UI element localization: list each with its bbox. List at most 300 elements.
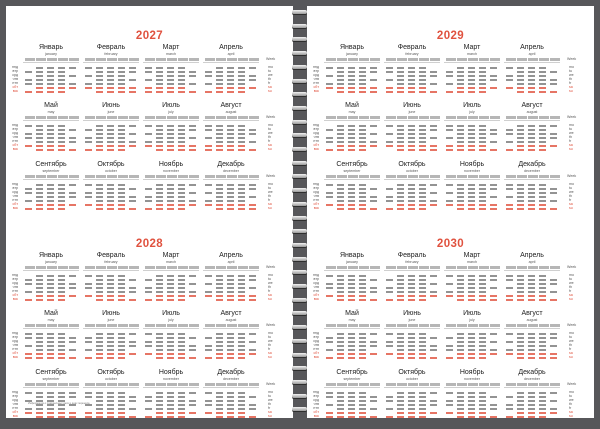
date-mark xyxy=(457,137,464,139)
week-numbers-row xyxy=(444,383,500,388)
date-mark xyxy=(47,133,54,135)
month-name-en: march xyxy=(467,260,477,264)
date-mark xyxy=(36,67,43,69)
week-number-mark xyxy=(506,266,516,269)
date-mark xyxy=(178,353,185,355)
date-mark xyxy=(397,83,404,85)
week-number-mark xyxy=(539,58,549,61)
date-mark xyxy=(249,396,256,398)
date-mark xyxy=(167,75,174,77)
spiral-ring xyxy=(292,394,307,398)
date-mark xyxy=(337,91,344,93)
date-mark xyxy=(337,87,344,89)
month-name-en: july xyxy=(168,110,174,114)
week-numbers-row xyxy=(384,58,440,63)
date-mark xyxy=(167,408,174,410)
date-mark xyxy=(550,71,557,73)
date-mark xyxy=(326,192,333,194)
month-block xyxy=(383,102,441,162)
date-mark xyxy=(386,87,393,89)
date-mark xyxy=(397,349,404,351)
date-mark xyxy=(348,91,355,93)
month-block xyxy=(202,369,260,429)
week-number-mark xyxy=(85,266,95,269)
date-mark xyxy=(238,184,245,186)
date-mark xyxy=(216,79,223,81)
date-mark xyxy=(85,412,92,414)
week-number-mark xyxy=(96,266,106,269)
date-mark xyxy=(189,357,196,359)
date-mark xyxy=(408,137,415,139)
date-mark xyxy=(468,408,475,410)
date-mark xyxy=(348,291,355,293)
date-mark xyxy=(326,341,333,343)
date-mark xyxy=(490,133,497,135)
date-mark xyxy=(457,404,464,406)
week-numbers-row xyxy=(203,116,259,121)
date-mark xyxy=(479,400,486,402)
date-mark xyxy=(430,345,437,347)
week-numbers-row xyxy=(23,324,79,329)
date-mark xyxy=(118,129,125,131)
date-mark xyxy=(227,125,234,127)
date-mark xyxy=(419,87,426,89)
week-number-mark xyxy=(107,175,117,178)
date-mark xyxy=(397,75,404,77)
date-mark xyxy=(238,204,245,206)
date-mark xyxy=(58,349,65,351)
date-mark xyxy=(539,396,546,398)
date-mark xyxy=(457,133,464,135)
date-mark xyxy=(397,416,404,418)
date-mark xyxy=(550,188,557,190)
month-name: Апрель xyxy=(520,44,544,51)
date-mark xyxy=(85,283,92,285)
date-mark xyxy=(249,149,256,151)
date-mark xyxy=(348,408,355,410)
date-mark xyxy=(238,196,245,198)
date-mark xyxy=(326,412,333,414)
date-mark xyxy=(96,79,103,81)
date-mark xyxy=(216,137,223,139)
date-mark xyxy=(359,412,366,414)
date-mark xyxy=(96,291,103,293)
week-number-mark xyxy=(397,58,407,61)
week-number-mark xyxy=(386,266,396,269)
week-number-mark xyxy=(178,324,188,327)
weekday-label-en: we xyxy=(569,281,574,285)
month-block xyxy=(443,161,501,221)
date-mark xyxy=(370,91,377,93)
date-mark xyxy=(156,279,163,281)
date-mark xyxy=(419,133,426,135)
date-mark xyxy=(397,408,404,410)
date-mark xyxy=(36,87,43,89)
date-mark xyxy=(25,192,32,194)
date-mark xyxy=(145,91,152,93)
date-mark xyxy=(85,75,92,77)
day-row xyxy=(23,356,79,360)
month-name: Июль xyxy=(162,102,180,109)
date-mark xyxy=(490,208,497,210)
date-mark xyxy=(457,392,464,394)
date-mark xyxy=(386,353,393,355)
month-name-en: october xyxy=(105,377,117,381)
date-mark xyxy=(227,145,234,147)
date-mark xyxy=(216,125,223,127)
weekday-label: чтв xyxy=(313,285,319,289)
week-number-mark xyxy=(107,383,117,386)
date-mark xyxy=(528,184,535,186)
date-mark xyxy=(156,192,163,194)
week-numbers-row xyxy=(143,175,199,180)
week-number-mark xyxy=(156,383,166,386)
date-mark xyxy=(216,91,223,93)
week-number-mark xyxy=(528,175,538,178)
week-number-mark xyxy=(359,58,369,61)
date-mark xyxy=(238,396,245,398)
week-number-mark xyxy=(96,116,106,119)
date-mark xyxy=(539,357,546,359)
day-row xyxy=(504,148,560,152)
week-number-mark xyxy=(457,324,467,327)
week-number-mark xyxy=(490,266,500,269)
month-block xyxy=(142,102,200,162)
weekday-label: сбт xyxy=(313,143,319,147)
date-mark xyxy=(47,125,54,127)
weekday-label-en: we xyxy=(569,398,574,402)
date-mark xyxy=(107,192,114,194)
date-mark xyxy=(238,299,245,301)
date-mark xyxy=(457,79,464,81)
month-name: Июль xyxy=(463,310,481,317)
week-number-mark xyxy=(238,324,248,327)
weekday-label-en: tu xyxy=(268,394,271,398)
date-mark xyxy=(446,125,453,127)
date-mark xyxy=(216,416,223,418)
weekday-label-en: th xyxy=(268,285,271,289)
week-label: Week xyxy=(567,174,577,178)
date-mark xyxy=(25,345,32,347)
week-number-mark xyxy=(550,175,560,178)
date-mark xyxy=(227,412,234,414)
date-mark xyxy=(129,345,136,347)
date-mark xyxy=(348,184,355,186)
date-mark xyxy=(178,357,185,359)
week-numbers-row xyxy=(504,266,560,271)
date-mark xyxy=(249,208,256,210)
week-number-mark xyxy=(85,175,95,178)
month-name: Март xyxy=(162,44,180,51)
date-mark xyxy=(205,83,212,85)
date-mark xyxy=(468,295,475,297)
date-mark xyxy=(216,200,223,202)
date-mark xyxy=(550,83,557,85)
month-name-en: may xyxy=(348,110,356,114)
date-mark xyxy=(205,345,212,347)
date-mark xyxy=(408,333,415,335)
date-mark xyxy=(550,192,557,194)
date-mark xyxy=(348,208,355,210)
date-mark xyxy=(457,349,464,351)
date-mark xyxy=(408,192,415,194)
date-mark xyxy=(107,357,114,359)
date-mark xyxy=(457,91,464,93)
week-number-mark xyxy=(156,116,166,119)
date-mark xyxy=(58,204,65,206)
month-name: Ноябрь xyxy=(459,161,485,168)
date-mark xyxy=(528,196,535,198)
date-mark xyxy=(216,357,223,359)
week-number-mark xyxy=(47,58,57,61)
date-mark xyxy=(337,275,344,277)
date-mark xyxy=(25,188,32,190)
date-mark xyxy=(58,392,65,394)
date-mark xyxy=(430,412,437,414)
date-mark xyxy=(348,283,355,285)
week-numbers-row xyxy=(83,383,139,388)
spiral-ring xyxy=(292,174,307,178)
date-mark xyxy=(348,87,355,89)
week-label: Week xyxy=(567,265,577,269)
date-mark xyxy=(419,91,426,93)
date-mark xyxy=(539,192,546,194)
week-number-mark xyxy=(47,116,57,119)
date-mark xyxy=(359,196,366,198)
week-numbers-row xyxy=(203,58,259,63)
date-mark xyxy=(337,67,344,69)
weekday-label-en: mo xyxy=(268,390,273,394)
month-name-en: august xyxy=(225,318,237,322)
date-mark xyxy=(107,392,114,394)
week-number-mark xyxy=(178,116,188,119)
date-mark xyxy=(107,67,114,69)
date-mark xyxy=(216,412,223,414)
week-number-mark xyxy=(47,266,57,269)
year-heading: 2027 xyxy=(135,30,164,42)
date-mark xyxy=(430,291,437,293)
date-mark xyxy=(528,396,535,398)
date-mark xyxy=(96,357,103,359)
weekday-label-en: su xyxy=(268,414,272,418)
week-number-mark xyxy=(397,324,407,327)
week-number-mark xyxy=(550,266,560,269)
date-mark xyxy=(96,341,103,343)
week-number-mark xyxy=(118,175,128,178)
date-mark xyxy=(517,188,524,190)
week-number-mark xyxy=(25,383,35,386)
date-mark xyxy=(167,416,174,418)
date-mark xyxy=(238,345,245,347)
date-mark xyxy=(47,396,54,398)
date-mark xyxy=(25,83,32,85)
date-mark xyxy=(156,141,163,143)
date-mark xyxy=(528,125,535,127)
date-mark xyxy=(118,291,125,293)
date-mark xyxy=(457,188,464,190)
date-mark xyxy=(457,396,464,398)
date-mark xyxy=(58,412,65,414)
date-mark xyxy=(348,337,355,339)
date-mark xyxy=(337,412,344,414)
month-name-en: may xyxy=(348,318,356,322)
date-mark xyxy=(58,357,65,359)
date-mark xyxy=(539,408,546,410)
date-mark xyxy=(539,67,546,69)
week-number-mark xyxy=(408,266,418,269)
day-row xyxy=(203,298,259,302)
date-mark xyxy=(238,295,245,297)
date-mark xyxy=(359,295,366,297)
date-mark xyxy=(167,291,174,293)
date-mark xyxy=(107,188,114,190)
date-mark xyxy=(517,67,524,69)
date-mark xyxy=(58,275,65,277)
month-block xyxy=(202,102,260,162)
weekday-label-en: mo xyxy=(268,273,273,277)
week-number-mark xyxy=(457,58,467,61)
date-mark xyxy=(58,192,65,194)
week-label: Week xyxy=(266,174,276,178)
date-mark xyxy=(457,275,464,277)
date-mark xyxy=(506,396,513,398)
spiral-ring xyxy=(292,133,307,137)
date-mark xyxy=(397,333,404,335)
week-number-mark xyxy=(189,58,199,61)
weekday-label: сбт xyxy=(12,202,18,206)
week-number-mark xyxy=(36,175,46,178)
date-mark xyxy=(145,125,152,127)
date-mark xyxy=(96,392,103,394)
weekday-label: вск xyxy=(12,355,18,359)
date-mark xyxy=(419,353,426,355)
month-block xyxy=(82,44,140,104)
date-mark xyxy=(47,188,54,190)
week-number-mark xyxy=(348,383,358,386)
date-mark xyxy=(539,91,546,93)
month-name-en: september xyxy=(343,169,361,173)
week-numbers-row xyxy=(384,116,440,121)
date-mark xyxy=(468,349,475,351)
spiral-ring xyxy=(292,65,307,69)
day-row xyxy=(324,207,380,211)
date-mark xyxy=(178,341,185,343)
date-mark xyxy=(238,145,245,147)
week-number-mark xyxy=(189,266,199,269)
week-number-mark xyxy=(58,116,68,119)
date-mark xyxy=(227,392,234,394)
date-mark xyxy=(216,188,223,190)
date-mark xyxy=(25,357,32,359)
date-mark xyxy=(25,412,32,414)
date-mark xyxy=(359,299,366,301)
date-mark xyxy=(528,71,535,73)
date-mark xyxy=(468,337,475,339)
date-mark xyxy=(216,295,223,297)
date-mark xyxy=(227,299,234,301)
date-mark xyxy=(539,125,546,127)
week-number-mark xyxy=(326,324,336,327)
date-mark xyxy=(506,196,513,198)
date-mark xyxy=(156,149,163,151)
date-mark xyxy=(189,295,196,297)
date-mark xyxy=(118,196,125,198)
date-mark xyxy=(58,333,65,335)
month-block xyxy=(503,252,561,312)
week-number-mark xyxy=(36,324,46,327)
date-mark xyxy=(479,341,486,343)
date-mark xyxy=(36,396,43,398)
month-name: Август xyxy=(521,102,543,109)
date-mark xyxy=(205,412,212,414)
date-mark xyxy=(408,392,415,394)
date-mark xyxy=(370,200,377,202)
weekday-label-en: sa xyxy=(268,202,272,206)
date-mark xyxy=(36,283,43,285)
week-number-mark xyxy=(419,383,429,386)
week-number-mark xyxy=(205,116,215,119)
date-mark xyxy=(178,299,185,301)
date-mark xyxy=(69,192,76,194)
date-mark xyxy=(468,396,475,398)
date-mark xyxy=(490,275,497,277)
date-mark xyxy=(337,192,344,194)
date-mark xyxy=(238,412,245,414)
date-mark xyxy=(386,299,393,301)
date-mark xyxy=(205,275,212,277)
date-mark xyxy=(205,291,212,293)
date-mark xyxy=(36,412,43,414)
date-mark xyxy=(468,333,475,335)
date-mark xyxy=(348,341,355,343)
date-mark xyxy=(145,196,152,198)
date-mark xyxy=(96,75,103,77)
month-name: Август xyxy=(220,310,242,317)
date-mark xyxy=(386,196,393,198)
week-number-mark xyxy=(249,175,259,178)
week-number-mark xyxy=(397,266,407,269)
date-mark xyxy=(490,396,497,398)
month-block xyxy=(142,161,200,221)
date-mark xyxy=(118,125,125,127)
month-name-en: september xyxy=(42,377,60,381)
day-row xyxy=(143,207,199,211)
date-mark xyxy=(468,137,475,139)
date-mark xyxy=(156,353,163,355)
month-name: Декабрь xyxy=(518,161,546,168)
date-mark xyxy=(58,75,65,77)
date-mark xyxy=(370,287,377,289)
date-mark xyxy=(550,133,557,135)
date-mark xyxy=(506,299,513,301)
date-mark xyxy=(129,125,136,127)
week-number-mark xyxy=(457,175,467,178)
date-mark xyxy=(539,283,546,285)
date-mark xyxy=(337,295,344,297)
date-mark xyxy=(468,416,475,418)
date-mark xyxy=(58,91,65,93)
date-mark xyxy=(69,204,76,206)
weekday-label: птн xyxy=(12,81,18,85)
month-block xyxy=(503,369,561,429)
date-mark xyxy=(96,349,103,351)
date-mark xyxy=(167,396,174,398)
weekday-label: чтв xyxy=(12,77,18,81)
date-mark xyxy=(337,279,344,281)
date-mark xyxy=(227,129,234,131)
weekday-label: птн xyxy=(313,406,319,410)
date-mark xyxy=(58,133,65,135)
